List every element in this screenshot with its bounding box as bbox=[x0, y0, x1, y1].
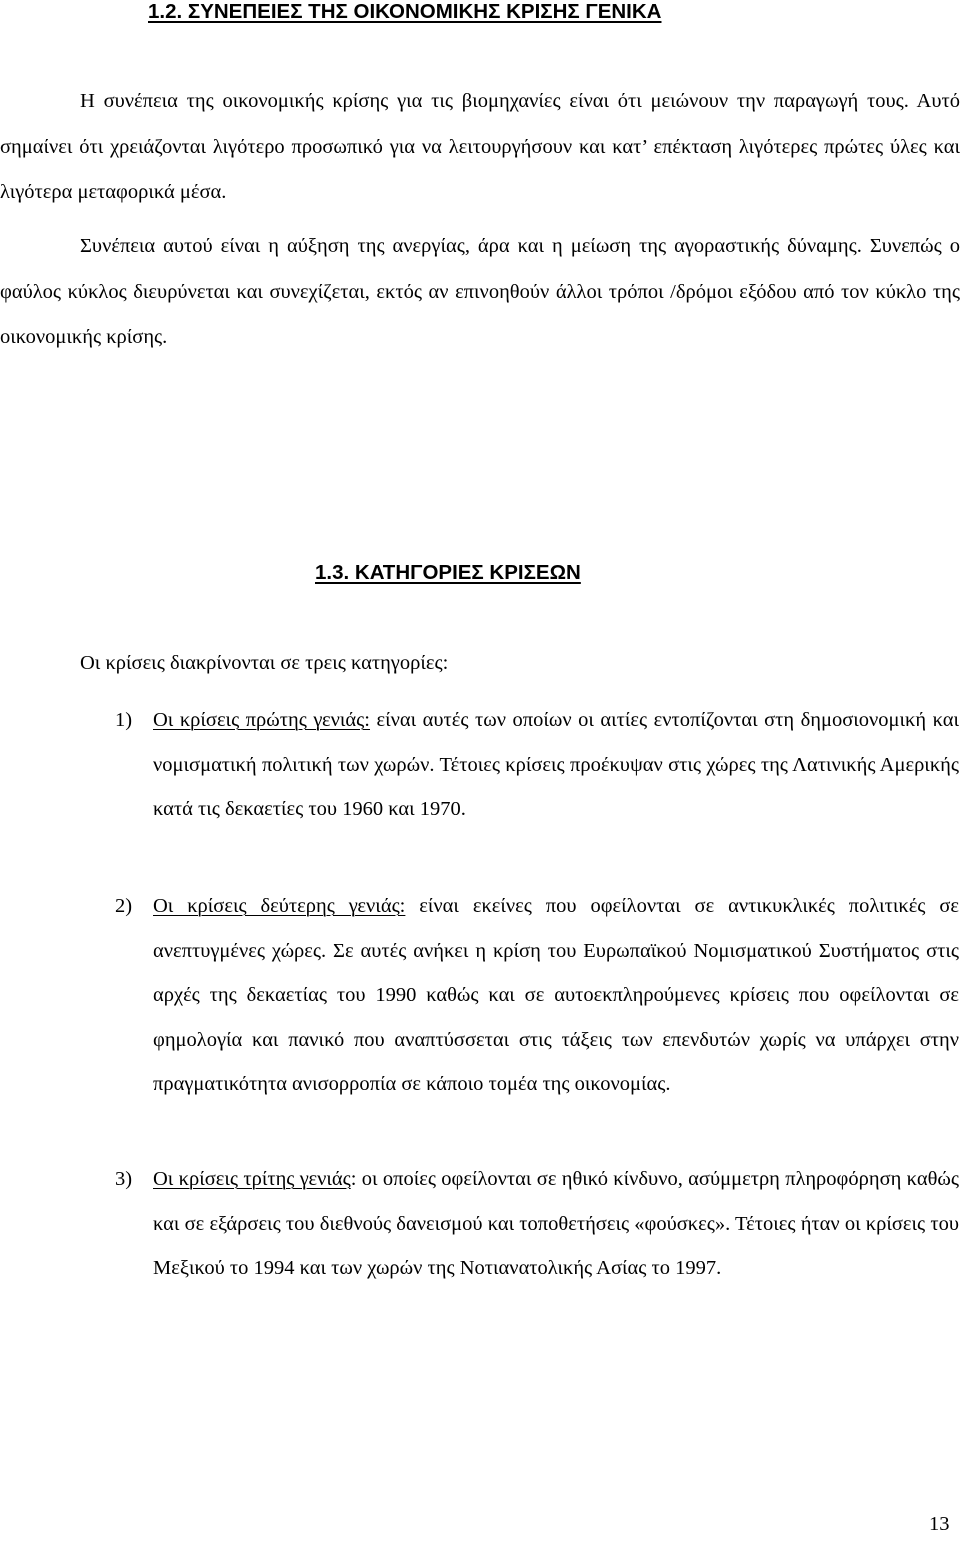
list-item-number: 2) bbox=[115, 895, 133, 917]
list-item-term: Οι κρίσεις τρίτης γενιάς bbox=[153, 1168, 351, 1190]
list-item-text: είναι αυτές των οποίων οι αιτίες εντοπίζονται στη δημοσιονομική και νομισματική πολιτική των χωρών. Τέτοιες κρίσεις προέκυψαν στις χώρες της Λατινικής Αμερικής κατά τις δεκαετίες του 1960 και 1970. bbox=[153, 709, 960, 820]
list-item-term: Οι κρίσεις δεύτερης γενιάς: bbox=[153, 895, 406, 917]
paragraph-unemployment-cycle: Συνέπεια αυτού είναι η αύξηση της ανεργίας, άρα και η μείωση της αγοραστικής δύναμης. Συνεπώς ο φαύλος κύκλος διευρύνεται και συνεχίζεται, εκτός αν επινοηθούν άλλοι τρόποι /δρόμοι εξόδου από τον κύκλο της οικονομικής κρίσης. bbox=[0, 235, 960, 348]
list-item-third-generation bbox=[115, 1157, 959, 1291]
list-item-first-generation bbox=[115, 698, 960, 832]
list-item-term: Οι κρίσεις πρώτης γενιάς: bbox=[153, 709, 370, 731]
list-item-number: 3) bbox=[115, 1168, 133, 1190]
list-item-number: 1) bbox=[115, 709, 133, 731]
list-item-text: : οι οποίες οφείλονται σε ηθικό κίνδυνο, ασύμμετρη πληροφόρηση καθώς και σε εξάρσεις του διεθνούς δανεισμού και τοποθετήσεις «φούσκες». Τέτοιες ήταν οι κρίσεις του Μεξικού το 1994 και των χωρών της Νοτιανατολικής Ασίας το 1997. bbox=[153, 1168, 959, 1279]
page-number: 13 bbox=[929, 1513, 950, 1535]
paragraph-categories-intro: Οι κρίσεις διακρίνονται σε τρεις κατηγορίες: bbox=[80, 652, 449, 674]
list-item-text: είναι εκείνες που οφείλονται σε αντικυκλικές πολιτικές σε ανεπτυγμένες χώρες. Σε αυτές ανήκει η κρίση του Ευρωπαϊκού Νομισματικού Συστήματος στις αρχές της δεκαετίας του 1990 καθώς και σε αυτοεκπληρούμενες κρίσεις που οφείλονται σε φημολογία και πανικό που αναπτύσσεται στις τάξεις των επενδυτών χωρίς να υπάρχει στην πραγματικότητα ανισορροπία σε κάποιο τομέα της οικονομίας. bbox=[153, 895, 959, 1095]
section-heading-crisis-categories: 1.3. ΚΑΤΗΓΟΡΙΕΣ ΚΡΙΣΕΩΝ bbox=[315, 561, 581, 584]
paragraph-industry-effects: Η συνέπεια της οικονομικής κρίσης για τις βιομηχανίες είναι ότι μειώνουν την παραγωγή τους. Αυτό σημαίνει ότι χρειάζονται λιγότερο προσωπικό για να λειτουργήσουν και κατ’ επέκταση λιγότερες πρώτες ύλες και λιγότερα μεταφορικά μέσα. bbox=[0, 90, 960, 203]
list-item-second-generation bbox=[115, 884, 959, 1107]
section-heading-consequences: 1.2. ΣΥΝΕΠΕΙΕΣ ΤΗΣ ΟΙΚΟΝΟΜΙΚΗΣ ΚΡΙΣΗΣ ΓΕΝΙΚΑ bbox=[148, 0, 662, 23]
